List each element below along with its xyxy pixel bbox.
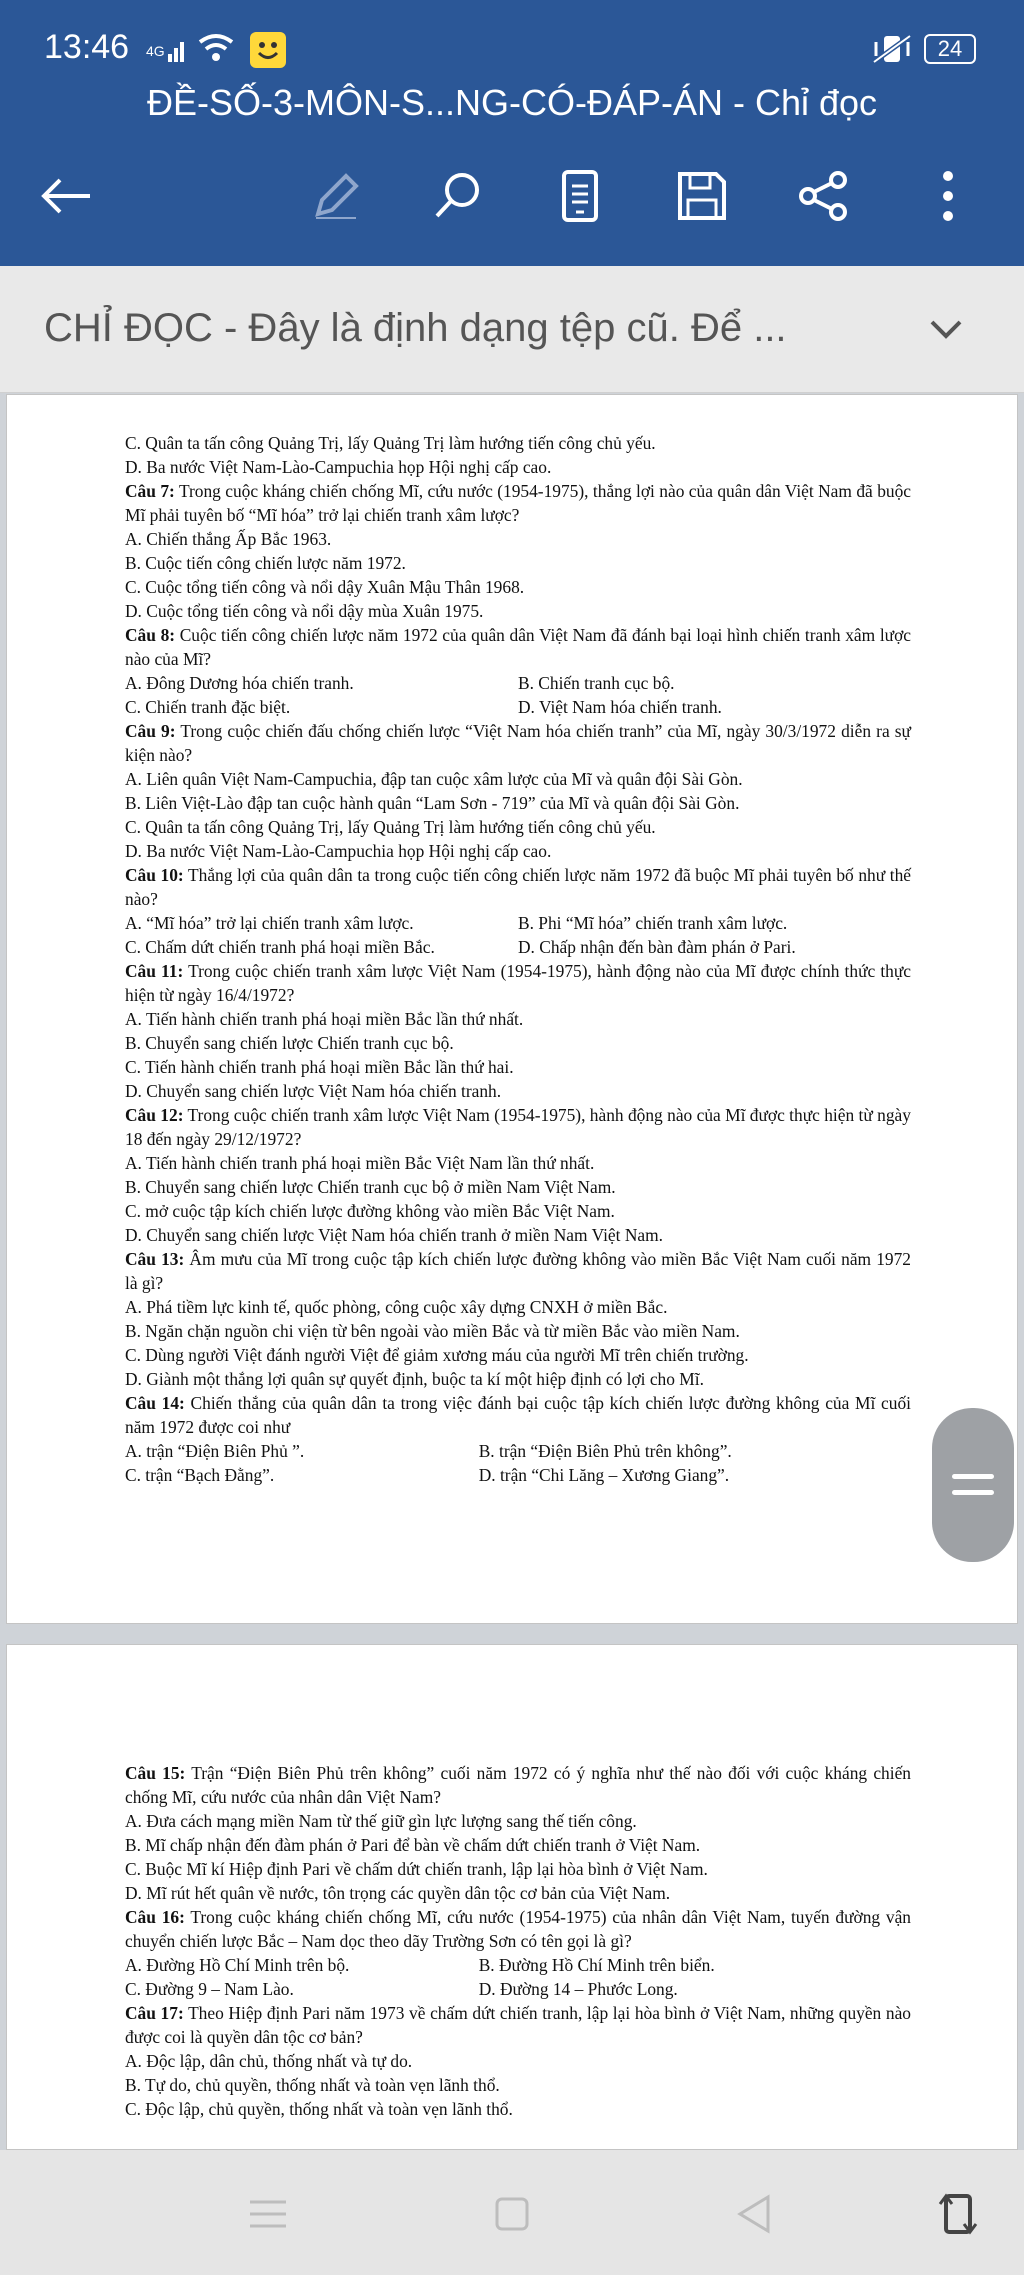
question-17: Câu 17: Theo Hiệp định Pari năm 1973 về chấm dứt chiến tranh, lập lại hòa bình ở Việt Nam, những quyền nào được coi là quyền dân tộc cơ bản? [125, 2003, 911, 2047]
question-16: Câu 16: Trong cuộc kháng chiến chống Mĩ, cứu nước (1954-1975) của nhân dân Việt Nam, tuyến đường vận chuyển chiến lược Bắc – Nam dọc theo dãy Trường Sơn có tên gọi là gì? [125, 1907, 911, 1951]
vibrate-mute-icon [870, 32, 914, 71]
option-b: B. Ngăn chặn nguồn chi viện từ bên ngoài vào miền Bắc và từ miền Bắc vào miền Nam. [125, 1321, 740, 1341]
more-vertical-icon [938, 168, 958, 224]
share-icon [796, 168, 852, 224]
option-c: C. Buộc Mĩ kí Hiệp định Pari về chấm dứt chiến tranh, lập lại hòa bình ở Việt Nam. [125, 1859, 708, 1879]
question-8: Câu 8: Cuộc tiến công chiến lược năm 1972 của quân dân Việt Nam đã đánh bại loại hình chiến tranh xâm lược nào của Mĩ? [125, 625, 911, 669]
chevron-down-icon[interactable] [922, 304, 970, 352]
option-a: A. trận “Điện Biên Phủ ”. [125, 1441, 305, 1461]
scroll-handle[interactable] [932, 1408, 1014, 1562]
option-d: D. Việt Nam hóa chiến tranh. [518, 697, 722, 717]
option-a: A. Tiến hành chiến tranh phá hoại miền Bắc lần thứ nhất. [125, 1009, 524, 1029]
save-icon [674, 168, 730, 224]
question-7: Câu 7: Trong cuộc kháng chiến chống Mĩ, cứu nước (1954-1975), thắng lợi nào của quân dân Việt Nam đã buộc Mĩ phải tuyên bố “Mĩ hóa” trở lại chiến tranh xâm lược? [125, 481, 911, 525]
option-a: A. “Mĩ hóa” trở lại chiến tranh xâm lược. [125, 913, 414, 933]
option-b: B. Chuyển sang chiến lược Chiến tranh cục bộ. [125, 1033, 454, 1053]
battery-indicator: 24 [924, 34, 976, 64]
grip-line-icon [952, 1474, 994, 1479]
question-10: Câu 10: Thắng lợi của quân dân ta trong cuộc tiến công chiến lược năm 1972 đã buộc Mĩ phải tuyên bố như thế nào? [125, 865, 911, 909]
option-a: A. Đưa cách mạng miền Nam từ thế giữ gìn lực lượng sang thế tiến công. [125, 1811, 637, 1831]
grip-line-icon [952, 1490, 994, 1495]
question-11: Câu 11: Trong cuộc chiến tranh xâm lược Việt Nam (1954-1975), hành động nào của Mĩ được chính thức thực hiện từ ngày 16/4/1972? [125, 961, 911, 1005]
option-b: B. Phi “Mĩ hóa” chiến tranh xâm lược. [518, 913, 788, 933]
text-line: D. Ba nước Việt Nam-Lào-Campuchia họp Hội nghị cấp cao. [125, 457, 552, 477]
option-c: C. Chấm dứt chiến tranh phá hoại miền Bắc. [125, 937, 435, 957]
back-nav-button[interactable] [724, 2184, 784, 2244]
option-b: B. trận “Điện Biên Phủ trên không”. [478, 1441, 732, 1461]
signal-icon [146, 34, 186, 71]
share-button[interactable] [788, 160, 860, 232]
text-line: C. Quân ta tấn công Quảng Trị, lấy Quảng Trị làm hướng tiến công chủ yếu. [125, 433, 656, 453]
pencil-icon [308, 168, 364, 224]
option-d: D. Giành một thắng lợi quân sự quyết định, buộc ta kí một hiệp định có lợi cho Mĩ. [125, 1369, 704, 1389]
option-b: B. Đường Hồ Chí Minh trên biển. [478, 1955, 715, 1975]
rotate-icon [936, 2188, 980, 2240]
menu-lines-icon [248, 2196, 288, 2232]
option-a: A. Liên quân Việt Nam-Campuchia, đập tan cuộc xâm lược của Mĩ và quân đội Sài Gòn. [125, 769, 743, 789]
search-icon [430, 168, 486, 224]
option-a: A. Tiến hành chiến tranh phá hoại miền Bắc Việt Nam lần thứ nhất. [125, 1153, 595, 1173]
option-d: D. Ba nước Việt Nam-Lào-Campuchia họp Hội nghị cấp cao. [125, 841, 552, 861]
option-a: A. Chiến thắng Ấp Bắc 1963. [125, 529, 332, 549]
page-2-content [125, 1761, 911, 2121]
rotate-screen-button[interactable] [928, 2184, 988, 2244]
app-bar [0, 0, 1024, 266]
home-square-icon [494, 2196, 530, 2232]
option-d: D. Cuộc tổng tiến công và nổi dậy mùa Xuân 1975. [125, 601, 484, 621]
option-b: B. Mĩ chấp nhận đến đàm phán ở Pari để bàn về chấm dứt chiến tranh ở Việt Nam. [125, 1835, 701, 1855]
option-d: D. Mĩ rút hết quân về nước, tôn trọng các quyền dân tộc cơ bản của Việt Nam. [125, 1883, 671, 1903]
emoji-notification-icon [250, 32, 286, 68]
question-9: Câu 9: Trong cuộc chiến đấu chống chiến lược “Việt Nam hóa chiến tranh” của Mĩ, ngày 30/3/1972 diễn ra sự kiện nào? [125, 721, 911, 765]
document-title: ĐỀ-SỐ-3-MÔN-S...NG-CÓ-ĐÁP-ÁN - Chỉ đọc [146, 82, 878, 123]
option-b: B. Chuyển sang chiến lược Chiến tranh cục bộ ở miền Nam Việt Nam. [125, 1177, 616, 1197]
option-c: C. Cuộc tổng tiến công và nổi dậy Xuân Mậu Thân 1968. [125, 577, 525, 597]
question-15: Câu 15: Trận “Điện Biên Phủ trên không” cuối năm 1972 có ý nghĩa như thế nào đối với cuộc kháng chiến chống Mĩ, cứu nước của nhân dân Việt Nam? [125, 1763, 911, 1807]
option-c: C. Dùng người Việt đánh người Việt để giảm xương máu của người Mĩ trên chiến trường. [125, 1345, 749, 1365]
option-b: B. Tự do, chủ quyền, thống nhất và toàn vẹn lãnh thổ. [125, 2075, 500, 2095]
question-12: Câu 12: Trong cuộc chiến tranh xâm lược Việt Nam (1954-1975), hành động nào của Mĩ được thực hiện từ ngày 18 đến ngày 29/12/1972? [125, 1105, 911, 1149]
option-d: D. Chuyển sang chiến lược Việt Nam hóa chiến tranh ở miền Nam Việt Nam. [125, 1225, 663, 1245]
option-d: D. Đường 14 – Phước Long. [478, 1979, 678, 1999]
mobile-view-icon [556, 168, 604, 224]
option-a: A. Đường Hồ Chí Minh trên bộ. [125, 1955, 350, 1975]
save-button[interactable] [666, 160, 738, 232]
home-nav-button[interactable] [482, 2184, 542, 2244]
question-13: Câu 13: Âm mưu của Mĩ trong cuộc tập kích chiến lược đường không vào miền Bắc Việt Nam cuối năm 1972 là gì? [125, 1249, 911, 1293]
system-navigation-bar [0, 2150, 1024, 2275]
option-b: B. Cuộc tiến công chiến lược năm 1972. [125, 553, 406, 573]
read-only-banner[interactable] [0, 266, 1024, 393]
back-button[interactable] [30, 160, 102, 232]
option-a: A. Phá tiềm lực kinh tế, quốc phòng, công cuộc xây dựng CNXH ở miền Bắc. [125, 1297, 668, 1317]
option-c: C. mở cuộc tập kích chiến lược đường không vào miền Bắc Việt Nam. [125, 1201, 615, 1221]
option-c: C. Độc lập, chủ quyền, thống nhất và toàn vẹn lãnh thổ. [125, 2099, 513, 2119]
banner-text: CHỈ ĐỌC - Đây là định dạng tệp cũ. Để ... [44, 306, 787, 350]
option-a: A. Đông Dương hóa chiến tranh. [125, 673, 354, 693]
reading-view-button[interactable] [544, 160, 616, 232]
question-14: Câu 14: Chiến thắng của quân dân ta trong việc đánh bại cuộc tập kích chiến lược đường không của Mĩ cuối năm 1972 được coi như [125, 1393, 911, 1437]
wifi-icon [196, 30, 236, 71]
document-page-2 [6, 1644, 1018, 2150]
option-c: C. Quân ta tấn công Quảng Trị, lấy Quảng Trị làm hướng tiến công chủ yếu. [125, 817, 656, 837]
option-c: C. trận “Bạch Đằng”. [125, 1465, 275, 1485]
more-options-button[interactable] [912, 160, 984, 232]
option-d: D. trận “Chi Lăng – Xương Giang”. [478, 1465, 730, 1485]
option-c: C. Chiến tranh đặc biệt. [125, 697, 291, 717]
back-triangle-icon [736, 2194, 772, 2234]
option-d: D. Chấp nhận đến bàn đàm phán ở Pari. [518, 937, 796, 957]
page-1-content [125, 431, 911, 1487]
option-a: A. Độc lập, dân chủ, thống nhất và tự do. [125, 2051, 413, 2071]
document-page-1 [6, 394, 1018, 1624]
svg-text:4G: 4G [146, 43, 165, 59]
option-b: B. Chiến tranh cục bộ. [518, 673, 675, 693]
menu-nav-button[interactable] [238, 2184, 298, 2244]
option-c: C. Tiến hành chiến tranh phá hoại miền Bắc lần thứ hai. [125, 1057, 514, 1077]
option-c: C. Đường 9 – Nam Lào. [125, 1979, 294, 1999]
option-b: B. Liên Việt-Lào đập tan cuộc hành quân “Lam Sơn - 719” của Mĩ và quân đội Sài Gòn. [125, 793, 740, 813]
option-d: D. Chuyển sang chiến lược Việt Nam hóa chiến tranh. [125, 1081, 502, 1101]
status-time: 13:46 [44, 28, 130, 66]
back-arrow-icon [38, 176, 94, 216]
search-button[interactable] [422, 160, 494, 232]
edit-button[interactable] [300, 160, 372, 232]
